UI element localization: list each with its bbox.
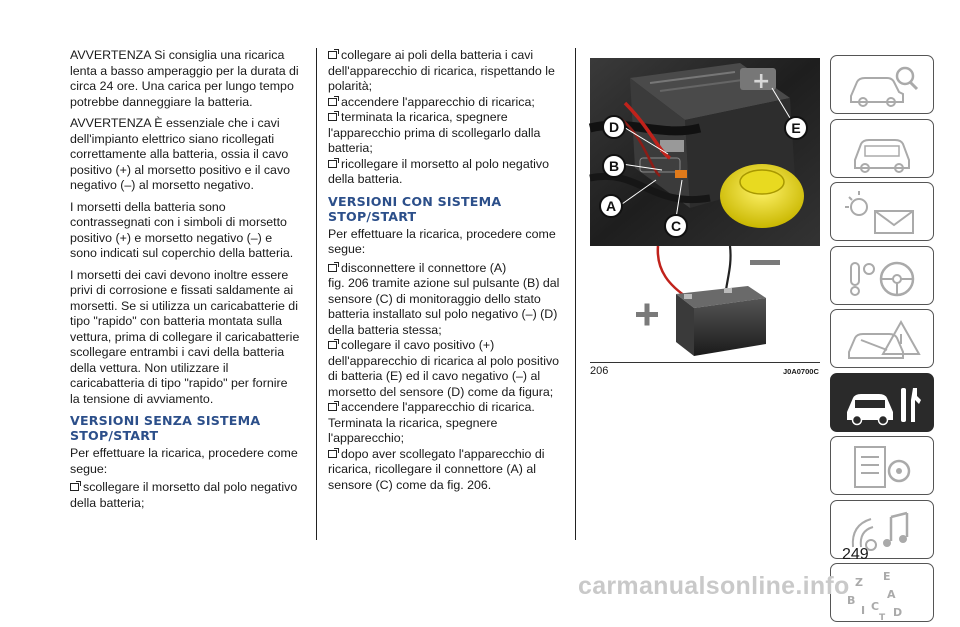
chapter-tab-safety[interactable] — [830, 246, 934, 305]
checkbox-bullet-icon — [328, 264, 337, 272]
checkbox-bullet-icon — [328, 98, 337, 106]
car-dashboard-icon — [831, 120, 935, 179]
procedure-intro: Per effettuare la ricarica, procedere come segue: — [328, 226, 556, 256]
section-heading-with-stop-start: VERSIONI CON SISTEMA STOP/START — [328, 193, 502, 224]
svg-text:C: C — [871, 600, 880, 613]
watermark: carmanualsonline.info — [578, 572, 850, 600]
maintenance-list-icon — [831, 437, 935, 496]
chapter-tab-maintenance[interactable] — [830, 436, 934, 495]
figure-label-e: E — [784, 116, 808, 140]
svg-text:D: D — [893, 606, 903, 619]
list-item: collegare il cavo positivo (+) dell'apparecchio di ricarica al polo positivo di batteria (E) ed il cavo negativo (–) al morsetto del sensore (D) come da figura; — [328, 338, 560, 399]
paragraph-corrosion: I morsetti dei cavi devono inoltre essere privi di corrosione e fissati saldamente ai morsetti. Se si utilizza un caricabatterie di tipo "rapido" con batteria montata sulla vettura, prima di collegare il caricabatterie scollegare entrambi i cavi della batteria della vettura. Non utilizzare il caricabatteria di tipo "rapido" per fornire la tensione di avviamento. — [70, 267, 300, 406]
figure-code: J0A0700C — [783, 367, 819, 376]
checkbox-bullet-icon — [328, 160, 337, 168]
svg-text:B: B — [847, 594, 856, 607]
chapter-tab-starting-driving[interactable] — [830, 309, 934, 368]
procedure-intro: Per effettuare la ricarica, procedere come segue: — [70, 446, 298, 476]
warning-paragraph-charging: AVVERTENZA Si consiglia una ricarica lenta a basso amperaggio per la durata di circa 24 ore. Una carica per lungo tempo potrebbe danneggiare la batteria. — [70, 48, 299, 109]
list-item: scollegare il morsetto dal polo negativo della batteria; — [70, 480, 298, 510]
list-item: accendere l'apparecchio di ricarica. Terminata la ricarica, spegnere l'apparecchio; — [328, 400, 535, 445]
section-heading-without-stop-start: VERSIONI SENZA SISTEMA STOP/START — [70, 413, 261, 443]
figure-label-b: B — [602, 154, 626, 178]
figure-206 — [590, 58, 820, 361]
checkbox-bullet-icon — [328, 113, 337, 121]
checkbox-bullet-icon — [328, 403, 337, 411]
list-item: collegare ai poli della batteria i cavi dell'apparecchio di ricarica, rispettando le polarità; — [328, 48, 555, 93]
paragraph-terminals: I morsetti della batteria sono contrassegnati con i simboli di morsetto positivo (+) e morsetto negativo (–) e sono indicati sul coperchio della batteria. — [70, 199, 294, 260]
chapter-tab-dashboard[interactable] — [830, 119, 934, 178]
column-divider — [316, 48, 317, 540]
battery-charger-drawing — [590, 246, 820, 361]
chapter-tab-warning-lights[interactable] — [830, 182, 934, 241]
text-column-left — [70, 48, 300, 511]
list-item: accendere l'apparecchio di ricarica; — [328, 95, 563, 111]
column-divider — [575, 48, 576, 540]
figure-label-a: A — [599, 194, 623, 218]
figure-label-c: C — [664, 214, 688, 238]
checkbox-bullet-icon — [70, 483, 79, 491]
svg-text:E: E — [883, 570, 891, 583]
svg-text:A: A — [887, 588, 896, 601]
checkbox-bullet-icon — [328, 450, 337, 458]
page-number: 249 — [842, 546, 869, 563]
car-starting-driving-icon — [831, 310, 935, 369]
warning-paragraph-cables: AVVERTENZA È essenziale che i cavi dell'impianto elettrico siano ricollegati correttamente alla batteria, ossia il cavo positivo (+) al morsetto positivo e il cavo negativo (–) al morsetto negativo. — [70, 116, 291, 192]
list-item: dopo aver scollegato l'apparecchio di ricarica, ricollegare il connettore (A) al sensore (C) come da fig. 206. — [328, 446, 545, 492]
chapter-tab-emergency[interactable] — [830, 373, 934, 432]
car-search-icon — [831, 56, 935, 115]
chapter-tabs — [830, 55, 934, 627]
list-item: disconnettere il connettore (A) — [328, 261, 563, 277]
checkbox-bullet-icon — [328, 341, 337, 349]
checkbox-bullet-icon — [328, 51, 337, 59]
text-column-middle — [328, 48, 563, 493]
chapter-tab-knowing-car[interactable] — [830, 55, 934, 114]
svg-text:+: + — [752, 69, 771, 94]
car-tools-icon — [831, 374, 935, 433]
engine-bay-illustration — [590, 58, 820, 246]
list-item: terminata la ricarica, spegnere l'apparecchio prima di scollegarlo dalla batteria; — [328, 110, 541, 155]
svg-text:Z: Z — [855, 576, 863, 589]
svg-text:I: I — [861, 604, 866, 617]
engine-bay-photo — [590, 58, 820, 246]
list-item: ricollegare il morsetto al polo negativo della batteria. — [328, 156, 549, 186]
safety-steering-icon — [831, 247, 935, 306]
plus-sign-icon — [636, 304, 658, 326]
svg-text:T: T — [879, 613, 886, 623]
warning-lights-icon — [831, 183, 935, 242]
minus-sign-icon — [750, 260, 780, 265]
figure-label-d: D — [602, 115, 626, 139]
figure-number: 206 — [590, 365, 609, 377]
figure-caption-rule — [590, 362, 820, 363]
list-item-continuation: fig. 206 tramite azione sul pulsante (B) dal sensore (C) di monitoraggio dello stato batteria installato sul polo negativo (–) (D) della batteria stessa; — [328, 276, 560, 337]
battery-connection-diagram — [590, 246, 820, 361]
